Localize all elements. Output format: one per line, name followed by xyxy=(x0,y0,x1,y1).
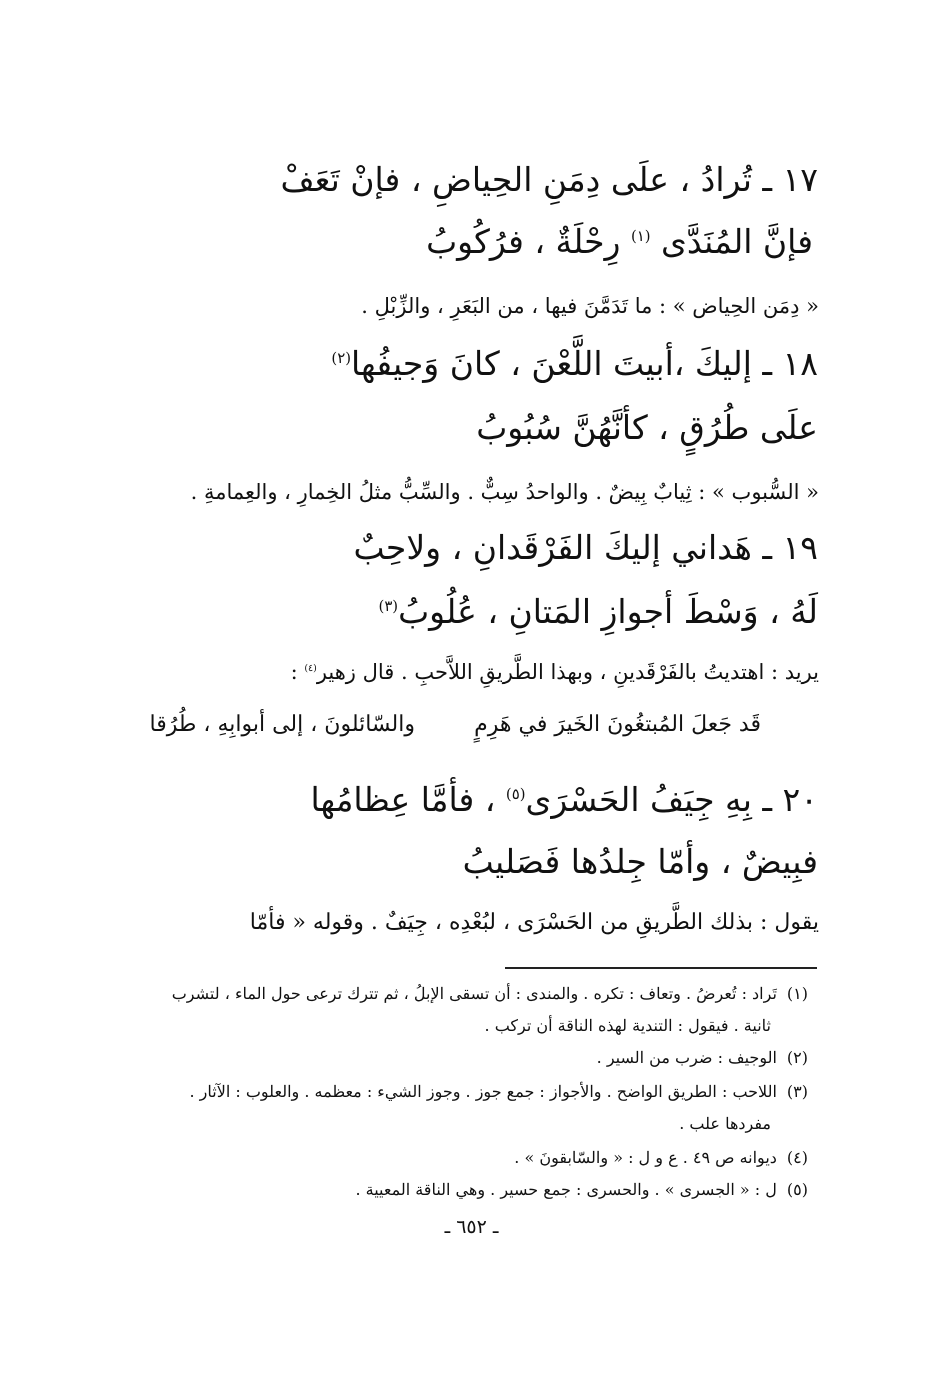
verse-17-gloss: « دِمَن الحِياض » : ما تَدَمَّنَ فيها ، من البَعَرِ ، والزِّبْلِ . xyxy=(361,294,819,318)
zuhair-quote-second-hemistich: والسّائلونَ ، إلى أبوابِهِ ، طُرُقا xyxy=(149,712,415,737)
footnote-4 xyxy=(514,1148,808,1167)
page-number: ـ ٦٥٢ ـ xyxy=(444,1216,499,1238)
footnote-1 xyxy=(172,984,808,1003)
verse-18-line1-text: ـ إليكَ ،أبيتَ اللَّعْنَ ، كانَ وَجيفُها xyxy=(350,344,773,383)
verse-20-line1a-text: ـ بِهِ جِيَفُ الحَسْرَى xyxy=(525,780,773,819)
footnote-2 xyxy=(597,1048,808,1067)
verse-20-gloss: يقول : بذلك الطَّريقِ من الحَسْرَى ، لبُعْدِه ، جِيَفٌ . وقوله « فأمّا xyxy=(249,910,819,935)
verse-19-first-hemistich xyxy=(354,528,818,567)
verse-20-first-hemistich xyxy=(310,780,818,819)
footnote-4-line1: ديوانه ص ٤٩ . ع و ل : « والسّابقونَ » . xyxy=(514,1148,777,1167)
verse-19-gloss xyxy=(291,660,819,684)
footnote-4-number: (٤) xyxy=(786,1148,808,1167)
verse-18-first-hemistich xyxy=(331,344,818,383)
footnote-2-number: (٢) xyxy=(786,1048,808,1067)
verse-18-gloss: « السُّبوب » : ثِيابٌ بِيضٌ . والواحدُ سِبٌّ . والسِّبُّ مثلُ الخِمارِ ، والعِمامةِ . xyxy=(190,480,819,504)
footnote-5-number: (٥) xyxy=(786,1180,808,1199)
footnote-1-line1: تَراد : تُعرضُ . وتعاف : تكره . والمندى : أن تسقى الإبلُ ، ثم تترك ترعى حول الماء ، لتشرب xyxy=(171,984,777,1003)
verse-19-number: ١٩ xyxy=(782,528,818,567)
footnote-3-cont: مفردها علب . xyxy=(679,1114,771,1133)
footnote-5-line1: ل : « الجسرى » . والحسرى : جمع حسير . وهي الناقة المعيية . xyxy=(355,1180,777,1199)
verse-17-line2b-text: رِحْلَةٌ ، فرُكُوبُ xyxy=(426,222,621,261)
footnote-3 xyxy=(189,1082,808,1101)
footnote-5 xyxy=(355,1180,808,1199)
footnote-ref-4: (٤) xyxy=(304,663,317,674)
verse-17-number: ١٧ xyxy=(782,160,818,199)
footnote-3-number: (٣) xyxy=(786,1082,808,1101)
footnote-1-number: (١) xyxy=(786,984,808,1003)
verse-17-second-hemistich xyxy=(426,222,813,261)
verse-19-gloss-colon: : xyxy=(290,660,298,684)
verse-18-second-hemistich: علَى طُرُقٍ ، كأنَّهُنَّ سُبُوبُ xyxy=(476,408,818,447)
verse-17-first-hemistich xyxy=(281,160,818,199)
verse-17-line1-text: ـ تُرادُ ، علَى دِمَنِ الحِياضِ ، فإنْ تَعَفْ xyxy=(280,160,773,199)
verse-20-line1b-text: ، فأمَّا عِظامُها xyxy=(310,780,496,819)
verse-19-second-hemistich xyxy=(379,592,818,631)
footnote-2-line1: الوجيف : ضرب من السير . xyxy=(596,1048,777,1067)
footnote-ref-5: (٥) xyxy=(505,785,526,803)
verse-17-line2-text: فإنَّ المُنَدَّى xyxy=(661,222,813,261)
verse-19-line1-text: ـ هَداني إليكَ الفَرْقَدانِ ، ولاحِبٌ xyxy=(353,528,773,567)
verse-19-line2-text: لَهُ ، وَسْطَ أجوازِ المَتانِ ، عُلُوبُ xyxy=(398,592,818,631)
zuhair-quote-first-hemistich: قَد جَعلَ المُبتغُونَ الخَيرَ في هَرِمٍ xyxy=(474,712,761,737)
footnote-ref-1: (١) xyxy=(630,227,651,245)
verse-20-second-hemistich: فبِيضٌ ، وأمّا جِلدُها فَصَليبُ xyxy=(462,842,818,881)
verse-19-gloss-text: يريد : اهتديتُ بالفَرْقَدينِ ، وبهذا الطَّريقِ اللاَّحبِ . قال زهير xyxy=(316,660,819,684)
verse-18-number: ١٨ xyxy=(782,344,818,383)
footnote-ref-2: (٢) xyxy=(331,349,351,367)
verse-20-number: ٢٠ xyxy=(782,780,818,819)
footnote-ref-3: (٣) xyxy=(378,597,399,615)
footnote-3-line1: اللاحب : الطريق الواضح . والأجواز : جمع جوز . وجوز الشيء : معظمه . والعلوب : الآثار . xyxy=(189,1082,777,1101)
footnote-1-cont: ثانية . فيقول : التندية لهذه الناقة أن تركب . xyxy=(484,1016,771,1035)
footnote-separator xyxy=(505,967,817,969)
